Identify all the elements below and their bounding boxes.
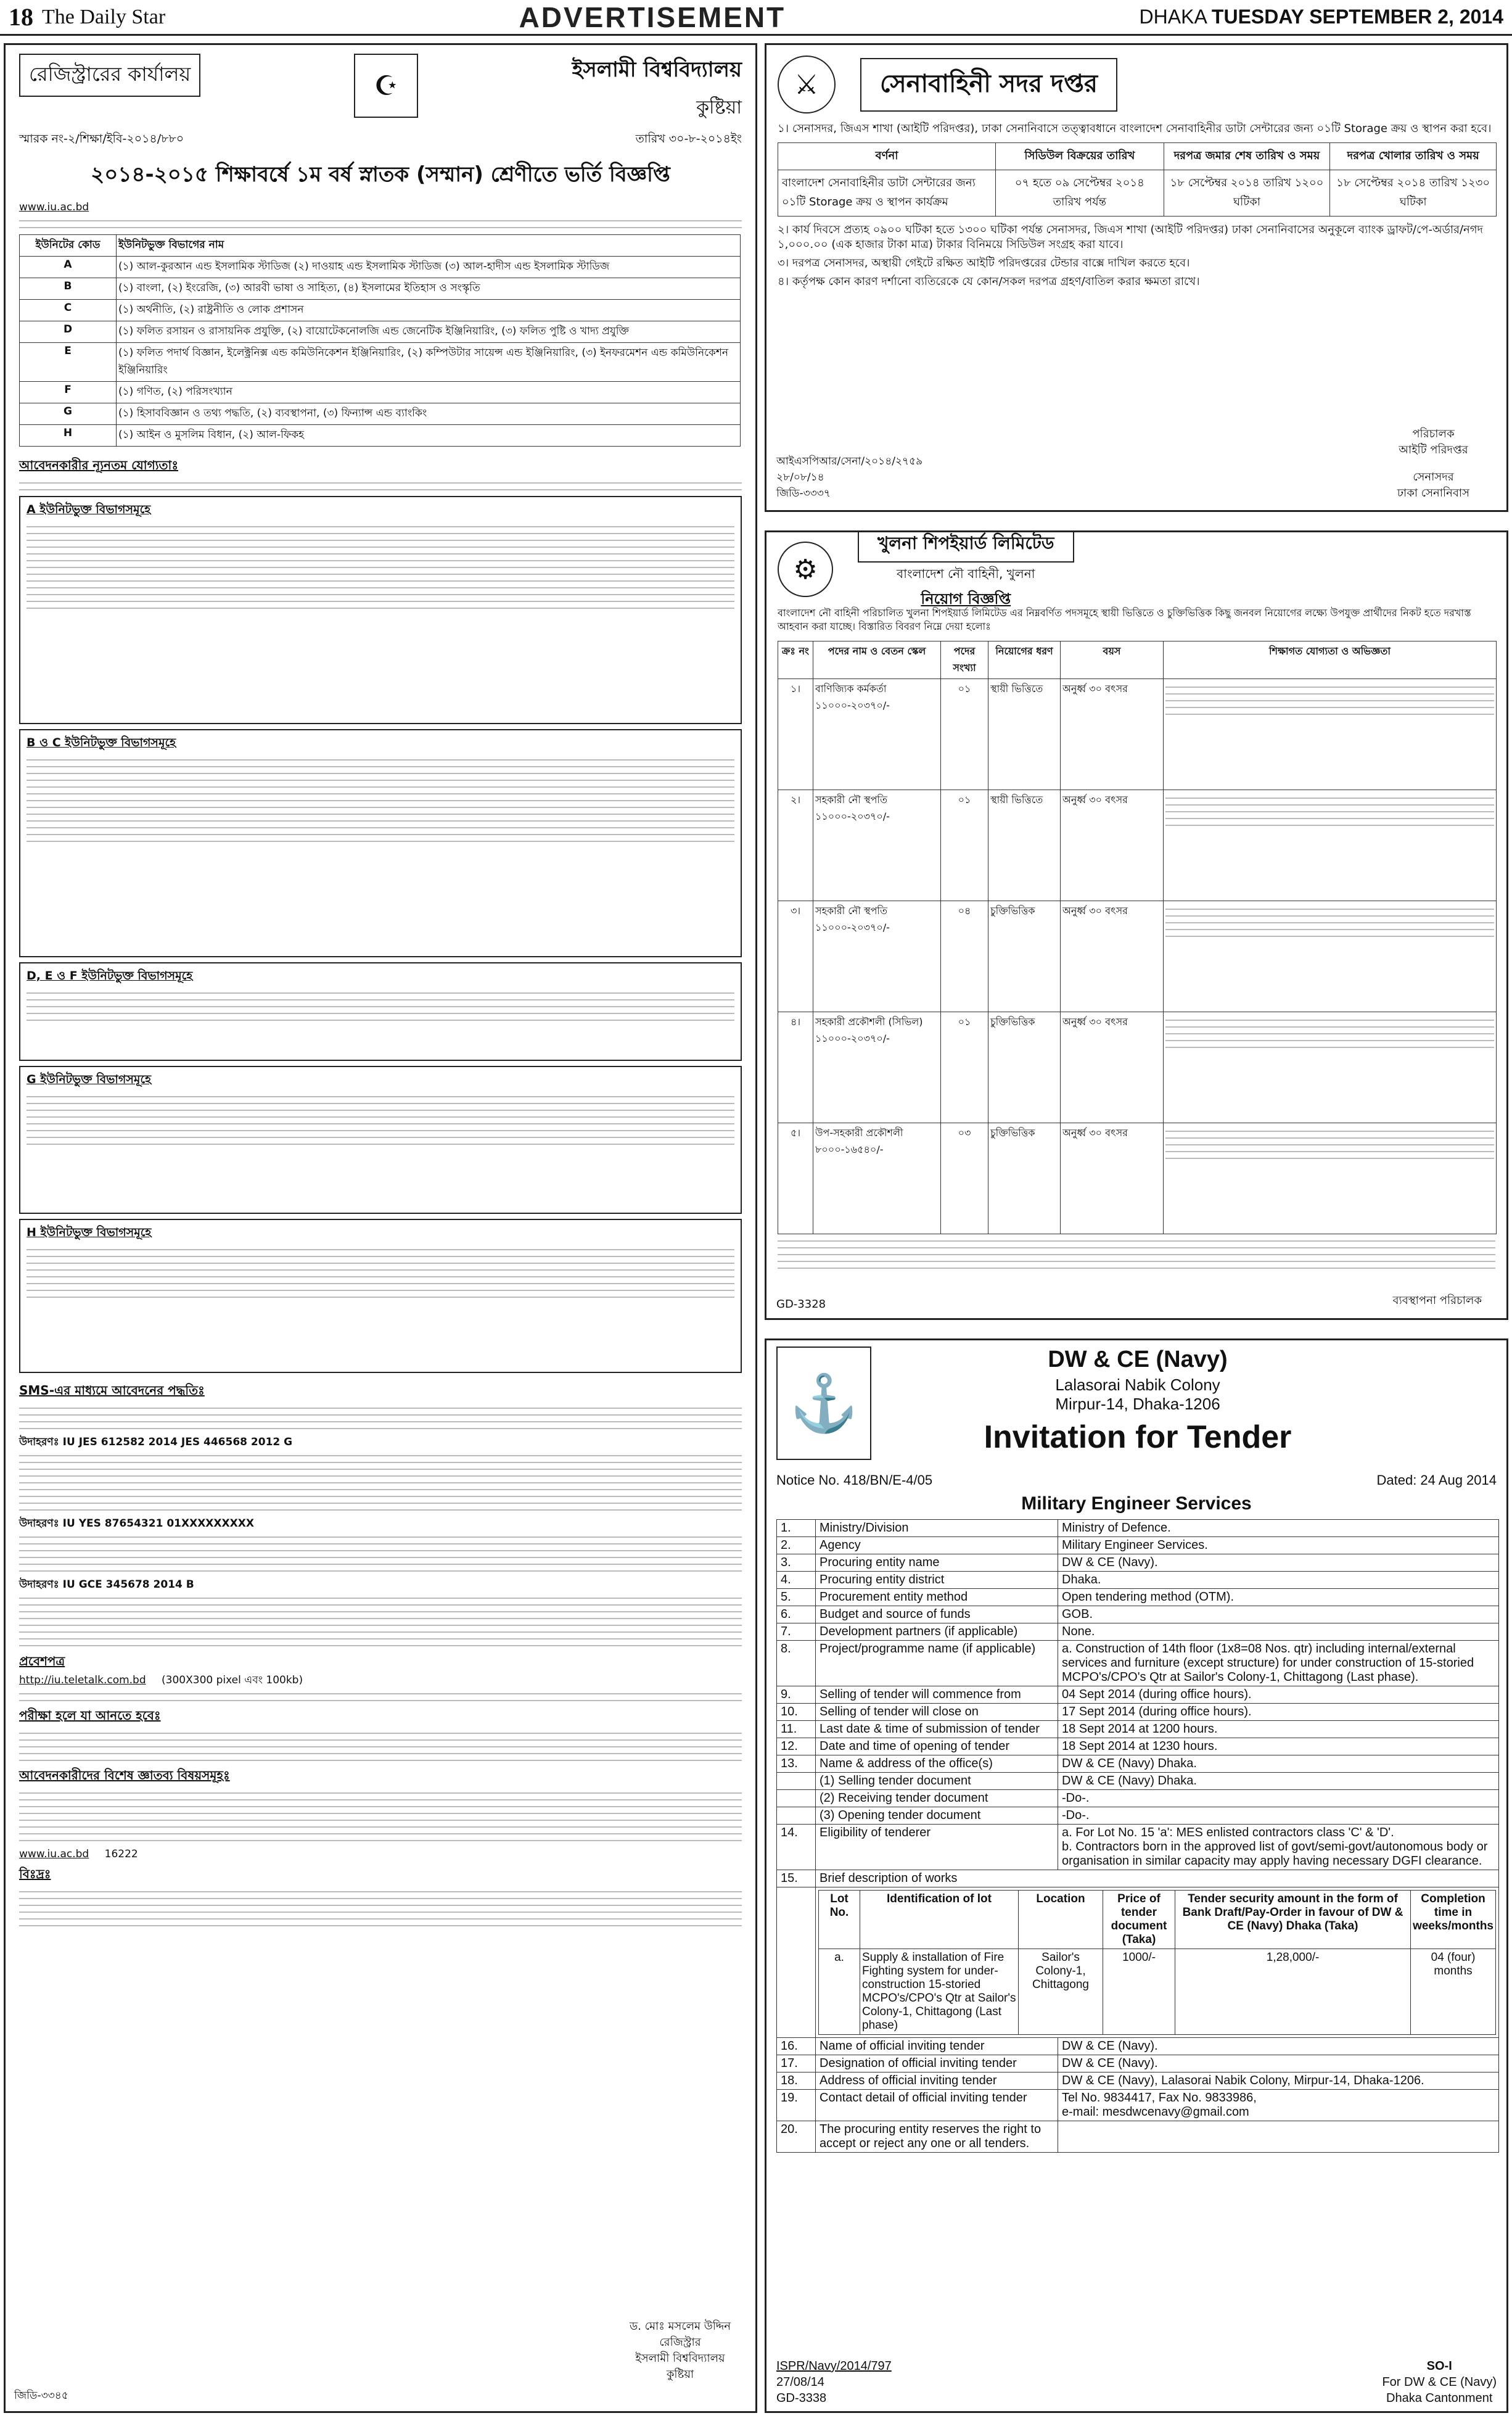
- notes-url-line: [19, 1847, 742, 1862]
- sms-lines-a: [19, 1408, 742, 1429]
- g-unit-heading: G ইউনিটভুক্ত বিভাগসমূহে: [27, 1073, 152, 1086]
- army-item-2: ২। কার্য দিবসে প্রত্যহ ০৯০০ ঘটিকা হতে ১৩০০ ঘটিকা পর্যন্ত সেনাসদর, জিএস শাখা (আইটি পরিদপ্তর) ঢাকা সেনানিবাসের অনুকূলে ব্যাংক ড্রাফট/পে-অর্ডার/নগদ ১,০০০.০০ (এক হাজার টাকা মাত্র) টাকার বিনিময়ে সিডিউল সংগ্রহ করা যাবে।: [778, 223, 1483, 251]
- navy-field-value: 04 Sept 2014 (during office hours).: [1058, 1686, 1499, 1704]
- intro-lines: [19, 220, 742, 228]
- navy-field-row: [777, 1704, 1499, 1721]
- army-schedule-table: [778, 142, 1497, 217]
- navy-field-value: a. Construction of 14th floor (1x8=08 Nos. qtr) including internal/external services and furniture (except structure) for under construction of 15-storied MCPO's/CPO's Qtr at Sailor's Colony-1, Chittagong (Last phase).: [1058, 1641, 1499, 1686]
- khulna-qual: [1164, 1123, 1497, 1234]
- sms-lines-b: [19, 1455, 742, 1511]
- navy-contact-label: Name of official inviting tender: [816, 2038, 1058, 2055]
- navy-field-value: GOB.: [1058, 1606, 1499, 1623]
- navy-field-no: 4.: [777, 1572, 816, 1589]
- h-unit-block: [19, 1219, 742, 1373]
- teletalk-link: http://iu.teletalk.com.bd: [19, 1674, 146, 1686]
- navy-field-row: [777, 1520, 1499, 1537]
- khulna-count: ০৪: [941, 901, 988, 1012]
- khulna-scale: ১১০০০-২০৩৭০/-: [815, 1033, 890, 1044]
- navy-contact-row: [777, 2055, 1499, 2072]
- navy-field-label: Budget and source of funds: [816, 1606, 1058, 1623]
- navy-contact-value: DW & CE (Navy), Lalasorai Nabik Colony, Mirpur-14, Dhaka-1206.: [1058, 2072, 1499, 2090]
- khulna-count: ০৩: [941, 1123, 988, 1234]
- navy-field-row: [777, 1554, 1499, 1572]
- misc-heading: বিঃদ্রঃ: [19, 1866, 51, 1881]
- works-lot: a.: [819, 1949, 860, 2035]
- works-ident: Supply & installation of Fire Fighting system for under-construction 15-storied MCPO's/CPO's Qtr at Sailor's Colony-1, Chittagong (Last phase): [860, 1949, 1019, 2035]
- unit-row: [20, 257, 741, 278]
- army-gd: জিডি-৩৩৩৭: [776, 487, 831, 500]
- min-qual-lines: [19, 482, 742, 490]
- navy-field-no: 3.: [777, 1554, 816, 1572]
- sms-lines-d: [19, 1598, 742, 1646]
- signature-block: [630, 2319, 731, 2383]
- navy-contact-no: 18.: [777, 2072, 816, 2090]
- khulna-post: বাণিজ্যিক কর্মকর্তা: [815, 683, 887, 695]
- dateline-city: DHAKA: [1139, 6, 1207, 28]
- khulna-no: ৫।: [778, 1123, 813, 1234]
- navy-tender-table: [776, 1519, 1499, 2153]
- islamic-university-ad: [4, 43, 757, 2413]
- navy-field-no: 2.: [777, 1537, 816, 1554]
- navy-field-no: 7.: [777, 1623, 816, 1641]
- navy-field-label: (1) Selling tender document: [816, 1773, 1058, 1790]
- sms-example-1: উদাহরণঃ IU JES 612582 2014 JES 446568 2012 G: [19, 1436, 293, 1448]
- unit-code: B: [20, 278, 117, 300]
- navy-field-row: [777, 1755, 1499, 1773]
- navy-ispr-date: 27/08/14: [776, 2375, 824, 2389]
- navy-field-no: 10.: [777, 1704, 816, 1721]
- khulna-col-age: বয়স: [1061, 641, 1164, 679]
- khulna-no: ৩।: [778, 901, 813, 1012]
- navy-tender-ad: [765, 1338, 1508, 2413]
- registrar-office: রেজিস্ট্রারের কার্যালয়: [19, 54, 200, 97]
- navy-brief-label: Brief description of works: [816, 1870, 1499, 1887]
- army-col-sale: সিডিউল বিক্রয়ের তারিখ: [996, 143, 1164, 170]
- navy-brief-no: 15.: [777, 1870, 816, 1887]
- navy-gd: GD-3338: [776, 2391, 827, 2405]
- admission-title: ২০১৪-২০১৫ শিক্ষাবর্ষে ১ম বর্ষ স্নাতক (সম্মান) শ্রেণীতে ভর্তি বিজ্ঞপ্তি: [91, 162, 670, 187]
- khulna-row: [778, 790, 1497, 901]
- memo-date: তারিখ ৩০-৮-২০১৪ইং: [635, 132, 742, 146]
- navy-anchor-icon: ⚓: [776, 1347, 871, 1460]
- navy-field-no: 6.: [777, 1606, 816, 1623]
- unit-depts: (১) আইন ও মুসলিম বিধান, (২) আল-ফিকহ: [117, 425, 741, 447]
- navy-field-label: Name & address of the office(s): [816, 1755, 1058, 1773]
- navy-title: Invitation for Tender: [984, 1419, 1292, 1455]
- khulna-post-cell: [813, 1123, 941, 1234]
- khulna-row: [778, 1012, 1497, 1123]
- unit-table: [19, 234, 741, 447]
- navy-field-value: -Do-.: [1058, 1807, 1499, 1825]
- khulna-qual: [1164, 679, 1497, 790]
- a-unit-block: [19, 496, 742, 724]
- navy-field-row: [777, 1589, 1499, 1606]
- unit-depts: (১) ফলিত রসায়ন ও রাসায়নিক প্রযুক্তি, (২) বায়োটেকনোলজি এন্ড জেনেটিক ইঞ্জিনিয়ারিং, (৩) ফলিত পুষ্টি ও খাদ্য প্রযুক্তি: [117, 321, 741, 343]
- unit-row: [20, 278, 741, 300]
- khulna-title: খুলনা শিপইয়ার্ড লিমিটেড: [858, 530, 1074, 563]
- navy-contact-row: [777, 2038, 1499, 2055]
- khulna-qual: [1164, 901, 1497, 1012]
- signer-city: কুষ্টিয়া: [666, 2368, 694, 2381]
- navy-field-row: [777, 1623, 1499, 1641]
- navy-contact-row: [777, 2090, 1499, 2121]
- khulna-post-cell: [813, 679, 941, 790]
- min-qual-heading: আবেদনকারীর ন্যূনতম যোগ্যতাঃ: [19, 458, 178, 472]
- army-item-4-text: কর্তৃপক্ষ কোন কারণ দর্শানো ব্যতিরেকে যে কোন/সকল দরপত্র গ্রহণ/বাতিল করার ক্ষমতা রাখে।: [792, 275, 1200, 288]
- navy-field-label: Development partners (if applicable): [816, 1623, 1058, 1641]
- navy-field-no: [777, 1790, 816, 1807]
- navy-field-no: [777, 1807, 816, 1825]
- khulna-scale: ১১০০০-২০৩৭০/-: [815, 810, 890, 822]
- unit-code: G: [20, 403, 117, 425]
- works-col-ident: Identification of lot: [860, 1891, 1019, 1949]
- navy-field-no: 5.: [777, 1589, 816, 1606]
- army-item-2-text: কার্য দিবসে প্রত্যহ ০৯০০ ঘটিকা হতে ১৩০০ ঘটিকা পর্যন্ত সেনাসদর, জিএস শাখা (আইটি পরিদপ্তর) ঢাকা সেনানিবাসের অনুকূলে ব্যাংক ড্রাফট/পে-অর্ডার/নগদ ১,০০০.০০ (এক হাজার টাকা মাত্র) টাকার বিনিময়ে সিডিউল সংগ্রহ করা যাবে।: [778, 223, 1483, 251]
- khulna-col-count: পদের সংখ্যা: [941, 641, 988, 679]
- khulna-post: উপ-সহকারী প্রকৌশলী: [815, 1127, 903, 1139]
- navy-field-label: Procuring entity name: [816, 1554, 1058, 1572]
- navy-field-no: [777, 1773, 816, 1790]
- sms-heading: SMS-এর মাধ্যমে আবেদনের পদ্ধতিঃ: [19, 1383, 205, 1398]
- unit-code: D: [20, 321, 117, 343]
- khulna-count: ০১: [941, 790, 988, 901]
- navy-field-no: 14.: [777, 1825, 816, 1870]
- navy-contact-no: 16.: [777, 2038, 816, 2055]
- army-row-sale: ০৭ হতে ০৯ সেপ্টেম্বর ২০১৪ তারিখ পর্যন্ত: [996, 170, 1164, 217]
- g-unit-block: [19, 1066, 742, 1214]
- khulna-gd: GD-3328: [776, 1298, 826, 1311]
- bc-unit-heading: B ও C ইউনিটভুক্ত বিভাগসমূহে: [27, 736, 176, 749]
- khulna-row: [778, 679, 1497, 790]
- army-title: সেনাবাহিনী সদর দপ্তর: [860, 58, 1117, 112]
- navy-field-label: Procurement entity method: [816, 1589, 1058, 1606]
- army-item-4: ৪। কর্তৃপক্ষ কোন কারণ দর্শানো ব্যতিরেকে যে কোন/সকল দরপত্র গ্রহণ/বাতিল করার ক্ষমতা রাখে।: [778, 275, 1200, 288]
- khulna-age: অনুর্ধ্ব ৩০ বৎসর: [1061, 1012, 1164, 1123]
- unit-row: [20, 321, 741, 343]
- navy-ispr: ISPR/Navy/2014/797: [776, 2359, 892, 2373]
- army-sign-3: সেনাসদর: [1413, 471, 1454, 484]
- dateline: [1140, 6, 1503, 28]
- navy-field-value: Military Engineer Services.: [1058, 1537, 1499, 1554]
- army-item-3-text: দরপত্র সেনাসদর, অস্থায়ী গেইটে রক্ষিত আইটি পরিদপ্তরের টেন্ডার বাক্সে দাখিল করতে হবে।: [792, 257, 1190, 270]
- khulna-sign: ব্যবস্থাপনা পরিচালক: [1392, 1294, 1482, 1307]
- unit-code: C: [20, 300, 117, 321]
- def-unit-heading: D, E ও F ইউনিটভুক্ত বিভাগসমূহে: [27, 969, 193, 983]
- navy-contact-value: [1058, 2121, 1499, 2153]
- khulna-age: অনুর্ধ্ব ৩০ বৎসর: [1061, 1123, 1164, 1234]
- khulna-shipyard-ad: [765, 530, 1508, 1320]
- army-ref: আইএসপিআর/সেনা/২০১৪/২৭৫৯: [776, 455, 923, 468]
- army-row-desc: বাংলাদেশ সেনাবাহিনীর ডাটা সেন্টারের জন্য ০১টি Storage ক্রয় ও স্থাপন কার্যক্রম: [778, 170, 996, 217]
- navy-field-value: 18 Sept 2014 at 1200 hours.: [1058, 1721, 1499, 1738]
- unit-code: A: [20, 257, 117, 278]
- army-item-1: ১। সেনাসদর, জিএস শাখা (আইটি পরিদপ্তর), ঢাকা সেনানিবাসে তত্ত্বাবধানে বাংলাদেশ সেনাবাহিনীর ডাটা সেন্টারের জন্য ০১টি Storage ক্রয় ও স্থাপন করা হবে।: [778, 122, 1492, 135]
- khulna-col-no: ক্রঃ নং: [778, 641, 813, 679]
- navy-field-no: 1.: [777, 1520, 816, 1537]
- navy-contact-no: 19.: [777, 2090, 816, 2121]
- khulna-col-qual: শিক্ষাগত যোগ্যতা ও অভিজ্ঞতা: [1164, 641, 1497, 679]
- khulna-scale: ১১০০০-২০৩৭০/-: [815, 922, 890, 933]
- def-unit-block: [19, 962, 742, 1061]
- navy-field-row: [777, 1825, 1499, 1870]
- university-city: কুষ্টিয়া: [696, 97, 742, 118]
- signer-title: রেজিস্ট্রার: [659, 2336, 701, 2349]
- army-ref-block: [776, 453, 922, 501]
- unit-code: E: [20, 343, 117, 382]
- works-location: Sailor's Colony-1, Chittagong: [1019, 1949, 1103, 2035]
- unit-row: [20, 300, 741, 321]
- admit-lines: [19, 1693, 742, 1701]
- navy-field-row: [777, 1641, 1499, 1686]
- navy-field-label: Selling of tender will close on: [816, 1704, 1058, 1721]
- navy-field-label: Last date & time of submission of tender: [816, 1721, 1058, 1738]
- navy-contact-label: Contact detail of official inviting tender: [816, 2090, 1058, 2121]
- khulna-scale: ১১০০০-২০৩৭০/-: [815, 699, 890, 711]
- khulna-subtitle: বাংলাদেশ নৌ বাহিনী, খুলনা: [897, 566, 1035, 581]
- navy-field-row: [777, 1790, 1499, 1807]
- navy-field-row: [777, 1537, 1499, 1554]
- works-col-price: Price of tender document (Taka): [1103, 1891, 1175, 1949]
- khulna-qual: [1164, 790, 1497, 901]
- misc-lines: [19, 1891, 742, 1926]
- navy-footer: [776, 2358, 1497, 2406]
- khulna-row: [778, 901, 1497, 1012]
- masthead-left: [9, 2, 165, 31]
- navy-field-value: DW & CE (Navy).: [1058, 1554, 1499, 1572]
- khulna-col-post: পদের নাম ও বেতন স্কেল: [813, 641, 941, 679]
- unit-code: H: [20, 425, 117, 447]
- navy-field-value: a. For Lot No. 15 'a': MES enlisted contractors class 'C' & 'D'. b. Contractors born in the approved list of govt/semi-govt/autonomous body or organisation in similar capacity may apply having necessary DGFI clearance.: [1058, 1825, 1499, 1870]
- navy-field-value: DW & CE (Navy) Dhaka.: [1058, 1755, 1499, 1773]
- navy-field-no: 9.: [777, 1686, 816, 1704]
- navy-contact-no: 17.: [777, 2055, 816, 2072]
- intro-text: [19, 200, 742, 215]
- unit-row: [20, 343, 741, 382]
- khulna-no: ৪।: [778, 1012, 813, 1123]
- army-sign-2: আইটি পরিদপ্তর: [1399, 443, 1468, 456]
- navy-contact-value: DW & CE (Navy).: [1058, 2038, 1499, 2055]
- khulna-heading: নিয়োগ বিজ্ঞপ্তি: [921, 590, 1011, 608]
- navy-contact-label: Designation of official inviting tender: [816, 2055, 1058, 2072]
- khulna-qual: [1164, 1012, 1497, 1123]
- h-unit-heading: H ইউনিটভুক্ত বিভাগসমূহে: [27, 1226, 152, 1239]
- khulna-col-type: নিয়োগের ধরণ: [988, 641, 1061, 679]
- unit-row: [20, 382, 741, 403]
- khulna-type: স্থায়ী ভিত্তিতে: [988, 679, 1061, 790]
- works-security: 1,28,000/-: [1175, 1949, 1411, 2035]
- navy-contact-label: The procuring entity reserves the right to accept or reject any one or all tenders.: [816, 2121, 1058, 2153]
- khulna-type: চুক্তিভিত্তিক: [988, 1012, 1061, 1123]
- army-hq-ad: [765, 43, 1508, 512]
- navy-field-label: (3) Opening tender document: [816, 1807, 1058, 1825]
- sms-example-3: উদাহরণঃ IU GCE 345678 2014 B: [19, 1578, 194, 1591]
- navy-field-row: [777, 1773, 1499, 1790]
- works-col-lot: Lot No.: [819, 1891, 860, 1949]
- khulna-type: চুক্তিভিত্তিক: [988, 901, 1061, 1012]
- unit-depts: (১) গণিত, (২) পরিসংখ্যান: [117, 382, 741, 403]
- navy-sign-2: For DW & CE (Navy): [1382, 2375, 1497, 2389]
- navy-field-row: [777, 1721, 1499, 1738]
- page-number: 18: [9, 3, 33, 31]
- army-col-desc: বর্ণনা: [778, 143, 996, 170]
- sms-lines-c: [19, 1536, 742, 1572]
- army-ref-date: ২৮/০৮/১৪: [776, 471, 824, 484]
- navy-field-no: 12.: [777, 1738, 816, 1755]
- khulna-post-cell: [813, 790, 941, 901]
- navy-field-row: [777, 1686, 1499, 1704]
- unit-code-header: ইউনিটের কোড: [20, 235, 117, 257]
- navy-contact-no: 20.: [777, 2121, 816, 2153]
- army-item-3: ৩। দরপত্র সেনাসদর, অস্থায়ী গেইটে রক্ষিত আইটি পরিদপ্তরের টেন্ডার বাক্সে দাখিল করতে হবে।: [778, 257, 1190, 270]
- navy-field-label: Ministry/Division: [816, 1520, 1058, 1537]
- khulna-count: ০১: [941, 679, 988, 790]
- navy-field-value: DW & CE (Navy) Dhaka.: [1058, 1773, 1499, 1790]
- army-sign-4: ঢাকা সেনানিবাস: [1397, 487, 1469, 500]
- navy-contact-value: Tel No. 9834417, Fax No. 9833986, e-mail: mesdwcenavy@gmail.com: [1058, 2090, 1499, 2121]
- navy-field-value: None.: [1058, 1623, 1499, 1641]
- navy-contact-value: DW & CE (Navy).: [1058, 2055, 1499, 2072]
- works-col-location: Location: [1019, 1891, 1103, 1949]
- khulna-no: ১।: [778, 679, 813, 790]
- khulna-post-cell: [813, 1012, 941, 1123]
- khulna-notes-lines: [778, 1240, 1495, 1269]
- navy-notice-no: Notice No. 418/BN/E-4/05: [776, 1472, 933, 1488]
- navy-field-value: Dhaka.: [1058, 1572, 1499, 1589]
- unit-depts: (১) বাংলা, (২) ইংরেজি, (৩) আরবী ভাষা ও সাহিত্য, (৪) ইসলামের ইতিহাস ও সংস্কৃতি: [117, 278, 741, 300]
- khulna-post: সহকারী নৌ স্থপতি: [815, 905, 888, 917]
- dateline-date: TUESDAY SEPTEMBER 2, 2014: [1211, 6, 1503, 28]
- army-row-submit: ১৮ সেপ্টেম্বর ২০১৪ তারিখ ১২০০ ঘটিকা: [1164, 170, 1330, 217]
- navy-field-label: Date and time of opening of tender: [816, 1738, 1058, 1755]
- army-col-open: দরপত্র খোলার তারিখ ও সময়: [1330, 143, 1497, 170]
- works-price: 1000/-: [1103, 1949, 1175, 2035]
- unit-dept-header: ইউনিটভুক্ত বিভাগের নাম: [117, 235, 741, 257]
- khulna-type: চুক্তিভিত্তিক: [988, 1123, 1061, 1234]
- khulna-post: সহকারী নৌ স্থপতি: [815, 794, 888, 806]
- navy-works-table: [818, 1890, 1496, 2035]
- navy-address-1: Lalasorai Nabik Colony: [1055, 1375, 1220, 1394]
- navy-contact-label: Address of official inviting tender: [816, 2072, 1058, 2090]
- admit-heading: প্রবেশপত্র: [19, 1654, 65, 1668]
- khulna-no: ২।: [778, 790, 813, 901]
- website-link-2: www.iu.ac.bd: [19, 1848, 89, 1860]
- army-signature: [1397, 426, 1469, 501]
- navy-field-value: Open tendering method (OTM).: [1058, 1589, 1499, 1606]
- iu-ref-code: জিডি-৩৩৪৫: [14, 2390, 68, 2402]
- shipyard-gear-icon: ⚙: [778, 542, 833, 597]
- navy-subtitle: Military Engineer Services: [1021, 1493, 1252, 1514]
- navy-field-no: 11.: [777, 1721, 816, 1738]
- army-row-open: ১৮ সেপ্টেম্বর ২০১৪ তারিখ ১২৩০ ঘটিকা: [1330, 170, 1497, 217]
- memo-number: স্মারক নং-২/শিক্ষা/ইবি-২০১৪/৮৮০: [19, 132, 184, 146]
- navy-dated: Dated: 24 Aug 2014: [1376, 1472, 1497, 1488]
- army-crest-icon: ⚔: [778, 56, 836, 113]
- navy-field-row: [777, 1572, 1499, 1589]
- army-col-submit: দরপত্র জমার শেষ তারিখ ও সময়: [1164, 143, 1330, 170]
- khulna-scale: ৮০০০-১৬৫৪০/-: [815, 1144, 884, 1155]
- navy-field-row: [777, 1606, 1499, 1623]
- website-link: www.iu.ac.bd: [19, 201, 89, 213]
- sms-example-2: উদাহরণঃ IU YES 87654321 01XXXXXXXXX: [19, 1517, 254, 1530]
- khulna-intro: বাংলাদেশ নৌ বাহিনী পরিচালিত খুলনা শিপইয়ার্ড লিমিটেড এর নিম্নবর্ণিত পদসমূহে স্থায়ী ভিত্তিতে ও চুক্তিভিত্তিক কিছু জনবল নিয়োগের লক্ষ্যে উপযুক্ত প্রার্থীদের নিকট হতে দরখাস্ত আহবান করা যাচ্ছে। বিস্তারিত বিবরণ নিম্নে দেয়া হলোঃ: [778, 607, 1471, 632]
- navy-field-row: [777, 1807, 1499, 1825]
- unit-depts: (১) অর্থনীতি, (২) রাষ্ট্রনীতি ও লোক প্রশাসন: [117, 300, 741, 321]
- navy-org: DW & CE (Navy): [1048, 1347, 1228, 1372]
- khulna-post: সহকারী প্রকৌশলী (সিভিল): [815, 1016, 923, 1028]
- navy-works-spacer: [777, 1887, 816, 2038]
- university-name: ইসলামী বিশ্ববিদ্যালয়: [572, 57, 742, 82]
- khulna-age: অনুর্ধ্ব ৩০ বৎসর: [1061, 901, 1164, 1012]
- navy-field-value: 17 Sept 2014 (during office hours).: [1058, 1704, 1499, 1721]
- navy-field-label: Eligibility of tenderer: [816, 1825, 1058, 1870]
- navy-field-no: 8.: [777, 1641, 816, 1686]
- masthead: [0, 0, 1512, 36]
- navy-works-cell: [816, 1887, 1499, 2038]
- works-completion: 04 (four) months: [1411, 1949, 1496, 2035]
- khulna-age: অনুর্ধ্ব ৩০ বৎসর: [1061, 790, 1164, 901]
- khulna-post-cell: [813, 901, 941, 1012]
- army-item-1-text: সেনাসদর, জিএস শাখা (আইটি পরিদপ্তর), ঢাকা সেনানিবাসে তত্ত্বাবধানে বাংলাদেশ সেনাবাহিনীর ডাটা সেন্টারের জন্য ০১টি Storage ক্রয় ও স্থাপন করা হবে।: [792, 122, 1492, 135]
- khulna-type: স্থায়ী ভিত্তিতে: [988, 790, 1061, 901]
- navy-field-label: Procuring entity district: [816, 1572, 1058, 1589]
- khulna-row: [778, 1123, 1497, 1234]
- army-sign-1: পরিচালক: [1412, 427, 1455, 440]
- navy-field-value: 18 Sept 2014 at 1230 hours.: [1058, 1738, 1499, 1755]
- navy-field-label: Selling of tender will commence from: [816, 1686, 1058, 1704]
- admit-text: [19, 1673, 742, 1688]
- exam-hall-lines: [19, 1733, 742, 1761]
- unit-row: [20, 425, 741, 447]
- navy-field-row: [777, 1738, 1499, 1755]
- paper-name: The Daily Star: [42, 5, 166, 28]
- signer-org: ইসলামী বিশ্ববিদ্যালয়: [635, 2352, 725, 2365]
- khulna-age: অনুর্ধ্ব ৩০ বৎসর: [1061, 679, 1164, 790]
- khulna-jobs-table: [778, 641, 1497, 1234]
- unit-depts: (১) আল-কুরআন এন্ড ইসলামিক স্টাডিজ (২) দাওয়াহ এন্ড ইসলামিক স্টাডিজ (৩) আল-হাদীস এন্ড ইসলামিক স্টাডিজ: [117, 257, 741, 278]
- navy-field-value: -Do-.: [1058, 1790, 1499, 1807]
- unit-code: F: [20, 382, 117, 403]
- navy-sign-3: Dhaka Cantonment: [1386, 2391, 1493, 2405]
- unit-row: [20, 403, 741, 425]
- unit-depts: (১) ফলিত পদার্থ বিজ্ঞান, ইলেক্ট্রনিক্স এন্ড কমিউনিকেশন ইঞ্জিনিয়ারিং, (২) কম্পিউটার সায়েন্স এন্ড ইঞ্জিনিয়ারিং, (৩) ইনফরমেশন এন্ড কমিউনিকেশন ইঞ্জিনিয়ারিং: [117, 343, 741, 382]
- navy-contact-row: [777, 2121, 1499, 2153]
- works-col-security: Tender security amount in the form of Bank Draft/Pay-Order in favour of DW & CE (Navy) Dhaka (Taka): [1175, 1891, 1411, 1949]
- navy-sign-1: SO-I: [1426, 2359, 1452, 2373]
- sms-number: 16222: [104, 1848, 138, 1860]
- navy-address-2: Mirpur-14, Dhaka-1206: [1055, 1395, 1220, 1413]
- unit-depts: (১) হিসাববিজ্ঞান ও তথ্য পদ্ধতি, (২) ব্যবস্থাপনা, (৩) ফিন্যান্স এন্ড ব্যাংকিং: [117, 403, 741, 425]
- navy-field-value: Ministry of Defence.: [1058, 1520, 1499, 1537]
- works-col-completion: Completion time in weeks/months: [1411, 1891, 1496, 1949]
- bc-unit-block: [19, 729, 742, 957]
- photo-size: (300X300 pixel এবং 100kb): [162, 1674, 303, 1686]
- section-title: ADVERTISEMENT: [519, 1, 786, 33]
- navy-contact-row: [777, 2072, 1499, 2090]
- khulna-count: ০১: [941, 1012, 988, 1123]
- navy-field-label: Project/programme name (if applicable): [816, 1641, 1058, 1686]
- university-logo-icon: ☪: [354, 54, 418, 118]
- exam-hall-heading: পরীক্ষা হলে যা আনতে হবেঃ: [19, 1708, 161, 1723]
- signer-name: ড. মোঃ মসলেম উদ্দিন: [629, 2320, 731, 2333]
- navy-field-no: 13.: [777, 1755, 816, 1773]
- a-unit-heading: A ইউনিটভুক্ত বিভাগসমূহে: [27, 503, 151, 516]
- navy-field-label: Agency: [816, 1537, 1058, 1554]
- notes-lines: [19, 1792, 742, 1841]
- navy-field-label: (2) Receiving tender document: [816, 1790, 1058, 1807]
- notes-heading: আবেদনকারীদের বিশেষ জ্ঞাতব্য বিষয়সমূহঃ: [19, 1768, 230, 1783]
